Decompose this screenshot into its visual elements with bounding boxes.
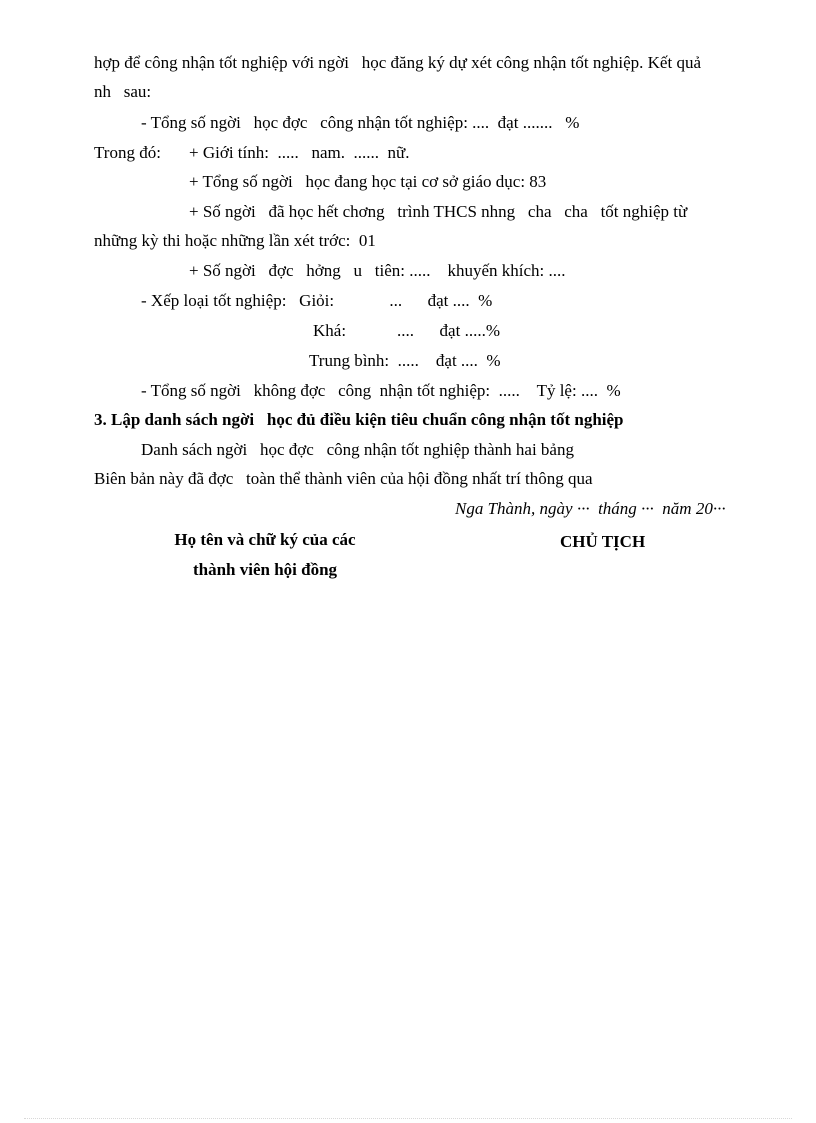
body-text-line: nh sau: bbox=[94, 82, 152, 101]
section-3-heading: 3. Lập danh sách ngời học đủ điều kiện tiêu chuẩn công nhận tốt nghiệp bbox=[94, 410, 624, 429]
members-signature-title: Họ tên và chữ ký của các bbox=[174, 530, 356, 549]
in-which-label: Trong đó: bbox=[94, 143, 161, 162]
priority-line: + Số ngời đợc hởng u tiên: ..... khuyến khích: .... bbox=[189, 261, 566, 280]
body-text-line: hợp để công nhận tốt nghiệp với ngời học đăng ký dự xét công nhận tốt nghiệp. Kết quả bbox=[94, 53, 701, 72]
graduates-total-line: - Tổng số ngời học đợc công nhận tốt nghiệp: .... đạt ....... % bbox=[141, 113, 580, 132]
members-signature-title-cont: thành viên hội đồng bbox=[192, 560, 338, 579]
gender-line: + Giới tính: ..... nam. ...... nữ. bbox=[189, 143, 410, 162]
section-3-text: Danh sách ngời học đợc công nhận tốt nghiệp thành hai bảng bbox=[141, 440, 574, 459]
not-recognized-line: - Tổng số ngời không đợc công nhận tốt nghiệp: ..... Tỷ lệ: .... % bbox=[141, 381, 621, 400]
students-studying-line: + Tổng số ngời học đang học tại cơ sở giáo dục: 83 bbox=[189, 172, 547, 191]
place-date-line: Nga Thành, ngày ··· tháng ··· năm 20··· bbox=[455, 499, 726, 518]
previous-students-line-cont: những kỳ thi hoặc những lần xét trớc: 01 bbox=[94, 231, 376, 250]
previous-students-line: + Số ngời đã học hết chơng trình THCS nhng cha cha tốt nghiệp từ bbox=[189, 202, 688, 221]
chairman-title: CHỦ TỊCH bbox=[560, 532, 646, 551]
page-bottom-divider bbox=[24, 1118, 792, 1119]
classification-fair-line: Khá: .... đạt .....% bbox=[313, 321, 500, 340]
classification-good-line: - Xếp loại tốt nghiệp: Giỏi: ... đạt .... % bbox=[141, 291, 493, 310]
classification-average-line: Trung bình: ..... đạt .... % bbox=[309, 351, 501, 370]
approval-text: Biên bản này đã đợc toàn thể thành viên của hội đồng nhất trí thông qua bbox=[94, 469, 593, 488]
